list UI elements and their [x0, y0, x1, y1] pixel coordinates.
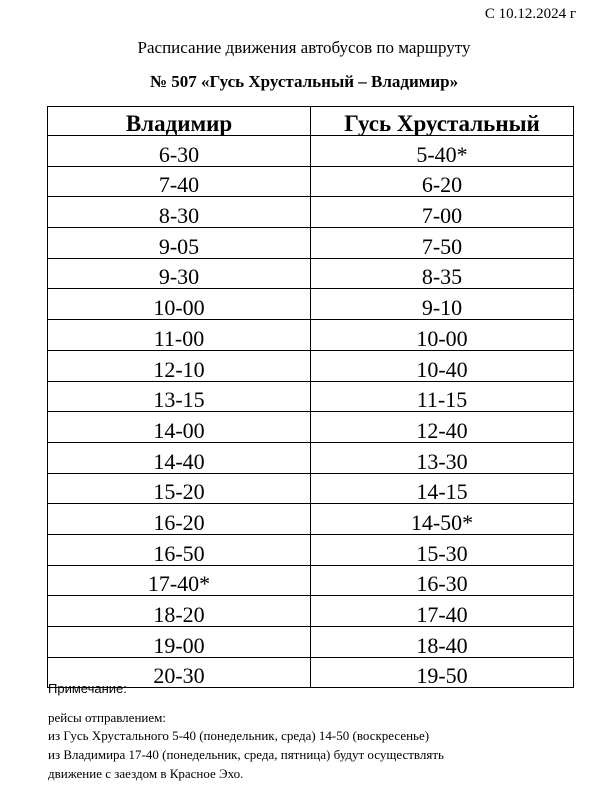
departure-gus-khrustalny-cell: 5-40*: [311, 136, 574, 167]
route-name: № 507 «Гусь Хрустальный – Владимир»: [149, 72, 459, 91]
table-row: [48, 320, 574, 351]
departure-gus-khrustalny-cell: 9-10: [311, 289, 574, 320]
departure-gus-khrustalny-cell: 18-40: [311, 627, 574, 658]
effective-date: С 10.12.2024 г: [484, 6, 576, 22]
departure-gus-khrustalny-cell: 10-00: [311, 320, 574, 351]
note-label: Примечание:: [48, 681, 127, 696]
schedule-body: [48, 136, 574, 688]
table-row: [48, 627, 574, 658]
departure-vladimir-cell: 16-50: [48, 534, 311, 565]
note-line: из Владимира 17-40 (понедельник, среда, пятница) будут осуществлять: [48, 747, 444, 762]
departure-vladimir-cell: 11-00: [48, 320, 311, 351]
note-line: движение с заездом в Красное Эхо.: [48, 766, 244, 781]
departure-vladimir-cell: 13-15: [48, 381, 311, 412]
note-line: рейсы отправлением:: [48, 710, 166, 725]
departure-gus-khrustalny-cell: 12-40: [311, 412, 574, 443]
table-row: [48, 228, 574, 259]
departure-vladimir-cell: 15-20: [48, 473, 311, 504]
departure-vladimir-cell: 17-40*: [48, 565, 311, 596]
departure-vladimir-cell: 14-00: [48, 412, 311, 443]
table-row: [48, 596, 574, 627]
departure-gus-khrustalny-cell: 15-30: [311, 534, 574, 565]
departure-vladimir-cell: 19-00: [48, 627, 311, 658]
table-row: [48, 258, 574, 289]
table-row: [48, 412, 574, 443]
departure-vladimir-cell: 20-30: [48, 657, 311, 688]
departure-gus-khrustalny-cell: 14-15: [311, 473, 574, 504]
departure-gus-khrustalny-cell: 19-50: [311, 657, 574, 688]
departure-gus-khrustalny-cell: 10-40: [311, 350, 574, 381]
table-row: [48, 473, 574, 504]
departure-vladimir-cell: 9-05: [48, 228, 311, 259]
departure-gus-khrustalny-cell: 16-30: [311, 565, 574, 596]
table-row: [48, 350, 574, 381]
departure-vladimir-cell: 9-30: [48, 258, 311, 289]
table-row: [48, 381, 574, 412]
column-header-gus-khrustalny: Гусь Хрустальный: [311, 107, 574, 136]
departure-vladimir-cell: 10-00: [48, 289, 311, 320]
departure-vladimir-cell: 7-40: [48, 166, 311, 197]
page-title: Расписание движения автобусов по маршруту: [137, 38, 471, 57]
departure-gus-khrustalny-cell: 13-30: [311, 442, 574, 473]
departure-gus-khrustalny-cell: 7-50: [311, 228, 574, 259]
departure-gus-khrustalny-cell: 14-50*: [311, 504, 574, 535]
departure-gus-khrustalny-cell: 7-00: [311, 197, 574, 228]
departure-vladimir-cell: 8-30: [48, 197, 311, 228]
table-row: [48, 534, 574, 565]
departure-vladimir-cell: 6-30: [48, 136, 311, 167]
table-row: [48, 289, 574, 320]
table-row: [48, 504, 574, 535]
departure-vladimir-cell: 18-20: [48, 596, 311, 627]
column-header-vladimir: Владимир: [48, 107, 311, 136]
schedule-table: [47, 106, 574, 688]
table-row: [48, 197, 574, 228]
departure-gus-khrustalny-cell: 8-35: [311, 258, 574, 289]
table-row: [48, 136, 574, 167]
departure-vladimir-cell: 16-20: [48, 504, 311, 535]
table-row: [48, 565, 574, 596]
departure-gus-khrustalny-cell: 17-40: [311, 596, 574, 627]
departure-vladimir-cell: 14-40: [48, 442, 311, 473]
departure-gus-khrustalny-cell: 11-15: [311, 381, 574, 412]
table-row: [48, 442, 574, 473]
table-row: [48, 166, 574, 197]
departure-vladimir-cell: 12-10: [48, 350, 311, 381]
departure-gus-khrustalny-cell: 6-20: [311, 166, 574, 197]
note-line: из Гусь Хрустального 5-40 (понедельник, среда) 14-50 (воскресенье): [48, 728, 430, 743]
table-header-row: [48, 107, 574, 136]
